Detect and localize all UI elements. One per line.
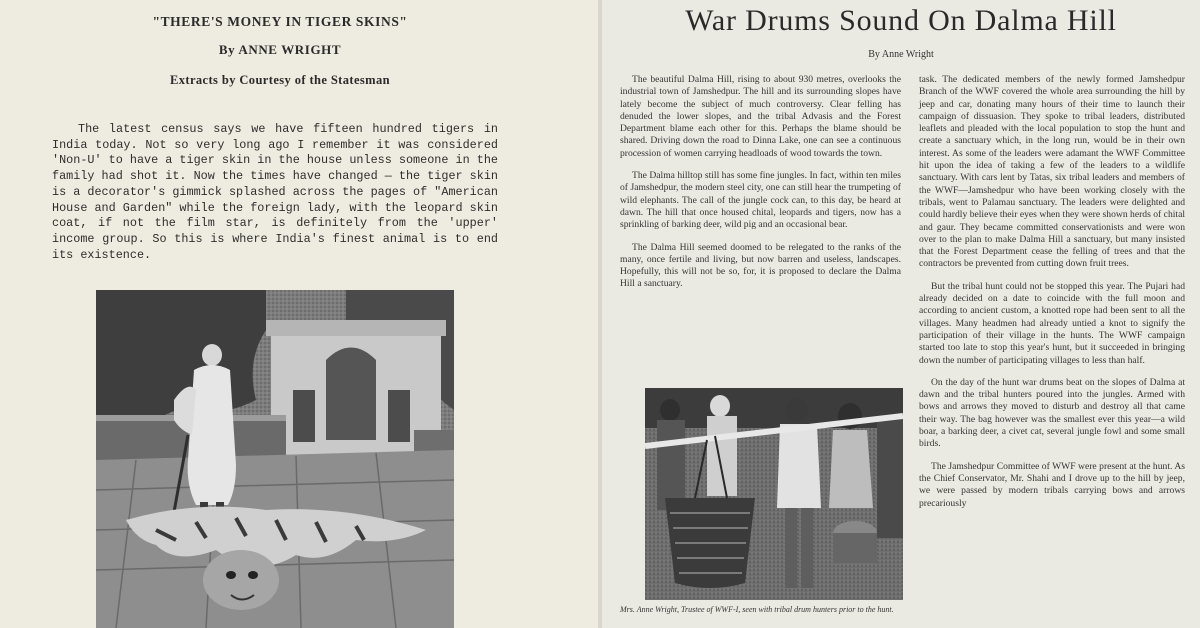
article-credit: Extracts by Courtesy of the Statesman xyxy=(170,73,390,87)
column-2-paragraph: But the tribal hunt could not be stopped this year. The Pujari had already decided on a date to coincide with the full moon and according to ancient custom, a knotted rope had been sent to all the villages. Many headmen had already untied a knot to signify the participation of their village in the hunts. The WWF campaign started too late to stop this year's hunt, but it succeeded in bringing down the number of participating villages to less than half. xyxy=(919,280,1185,366)
article-column-1 xyxy=(620,74,901,301)
photo-anne-wright-with-drummers xyxy=(645,388,903,600)
left-magazine-page xyxy=(0,0,598,628)
article-column-2 xyxy=(919,74,1185,520)
column-2-paragraph: On the day of the hunt war drums beat on the slopes of Dalma at dawn and the tribal hunters poured into the jungles. Armed with bows and arrows they moved to disturb and destroy all that came their way. The bag however was the smallest ever this year—a wild boar, a barking deer, a civet cat, several jungle fowl and some small birds. xyxy=(919,376,1185,450)
column-2-paragraph: The Jamshedpur Committee of WWF were present at the hunt. As the Chief Conservator, Mr. Shahi and I drove up to the hill by jeep, we were passed by modern tribals carrying bows and arrows precariously xyxy=(919,460,1185,509)
article-body-left: The latest census says we have fifteen hundred tigers in India today. Not so very long ago I remember it was considered 'Non-U' to have a tiger skin in the house unless someone in the family had shot it. Now the times have changed — the tiger skin is a decorator's gimmick splashed across the pages of "American House and Garden" while the foreign lady, with the leopard skin coat, if not the film star, is definitely from the 'upper' income group. So this is where India's finest animal is to end its existence. xyxy=(52,122,498,262)
article-title-tiger-skins: "THERE'S MONEY IN TIGER SKINS" xyxy=(152,14,408,29)
column-1-paragraph: The Dalma hilltop still has some fine jungles. In fact, within ten miles of Jamshedpur, the modern steel city, one can still hear the trumpeting of wild elephants. The call of the jungle cock can, to this day, be heard at dawn. The hill that once housed chital, leopards and tigers, now has a sprinkling of barking deer, wild pig and an occasional bear. xyxy=(620,170,901,231)
article-byline-right: By Anne Wright xyxy=(868,49,934,60)
column-1-paragraph: The beautiful Dalma Hill, rising to about 930 metres, overlooks the industrial town of Jamshedpur. The hill and its surrounding slopes have lately become the subject of much controversy. Clear felling has denuded the lower slopes, and the tribal Advasis and the Forest Department blame each other for this. Perhaps the blame should be shared. Driving down the road to Dinna Lake, one can see a continuous procession of women carrying headloads of wood towards the town. xyxy=(620,74,901,159)
column-1-paragraph: The Dalma Hill seemed doomed to be relegated to the ranks of the many, once fertile and living, but now barren and useless, landscapes. Hopefully, this will not be so, for, it is proposed to declare the Dalma Hill a sanctuary. xyxy=(620,241,901,290)
article-title-dalma-hill: War Drums Sound On Dalma Hill xyxy=(685,4,1117,37)
photo-man-with-tiger-skin xyxy=(96,290,454,628)
photo-caption: Mrs. Anne Wright, Trustee of WWF-I, seen with tribal drum hunters prior to the hunt. xyxy=(620,605,894,614)
article-byline-left: By ANNE WRIGHT xyxy=(218,42,342,57)
right-magazine-page xyxy=(602,0,1200,628)
column-2-paragraph: task. The dedicated members of the newly formed Jamshedpur Branch of the WWF covered the whole area surrounding the hill by jeep and car, donating many hours of their time to launch their campaign of dissuasion. They spoke to tribal leaders, distributed leaflets and pleaded with the local population to stop the hunt and create a sanctuary which, in the long run, would be in their own interest. As some of the leaders were adamant the WWF Committee hit upon the idea of taking a few of the leaders to a wildlife sanctuary. With cars lent by Tatas, six tribal leaders and members of the WWF—Jamshedpur who have been working closely with the tribals, went to Palamau sanctuary. The leaders were delighted and could hardly believe their eyes when they were shown herds of chital and gaur. They became committed conservationists and were won over to the plan to make Dalma Hill a sanctuary, but many insisted that the Forest Department cease the felling of trees and that the contractors be prevented from cutting down fruit trees. xyxy=(919,74,1185,270)
